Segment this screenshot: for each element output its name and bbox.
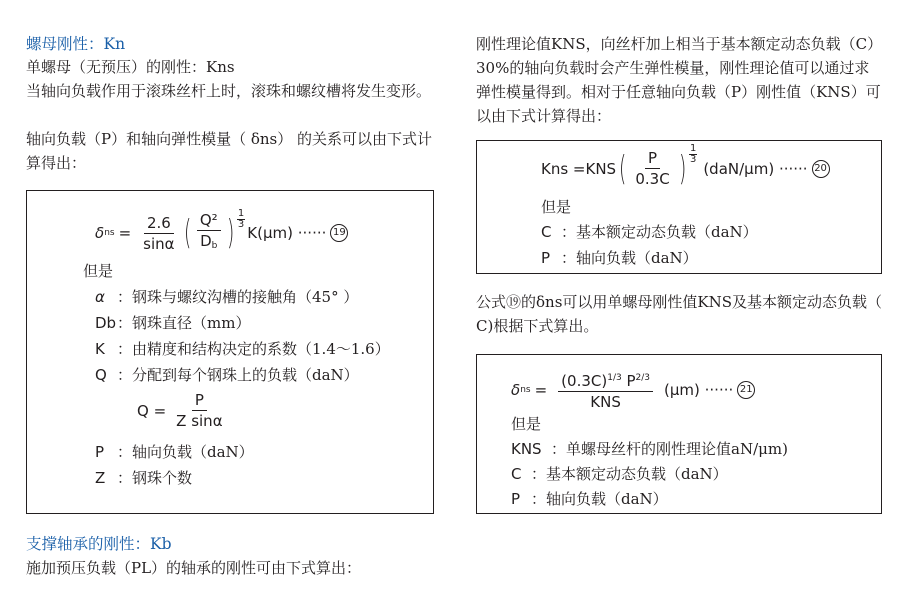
def-text: ：钢珠与螺纹沟槽的接触角（45° ） <box>117 288 359 306</box>
exponent-1-3 <box>689 144 697 165</box>
equation-21 <box>511 369 755 411</box>
frac-num: P <box>192 391 207 411</box>
def-symbol: C <box>511 465 522 483</box>
section-heading-bearing-rigidity: 支撑轴承的刚性：Kb <box>26 535 172 553</box>
formula-box-21 <box>476 354 882 514</box>
frac-den <box>197 231 220 255</box>
num-p: P <box>626 372 636 390</box>
def-text: ：由精度和结构决定的系数（1.4～1.6） <box>117 340 390 358</box>
def-text: ：钢珠直径（mm） <box>117 314 251 332</box>
def-symbol: P <box>511 490 521 508</box>
exp-den: 3 <box>689 154 697 165</box>
eq-sub: ns <box>104 228 115 238</box>
formula-box-20 <box>476 140 882 274</box>
equation-number-21: 21 <box>737 381 755 399</box>
paragraph-preload: 施加预压负载（PL）的轴承的刚性可由下式算出： <box>26 559 362 577</box>
def-text: ：基本额定动态负载（daN） <box>531 465 728 483</box>
def-text: ：钢珠个数 <box>117 469 193 487</box>
paragraph-deformation: 当轴向负载作用于滚珠丝杆上时，滚珠和螺纹槽将发生变形。 <box>26 82 432 100</box>
def-db <box>95 312 250 333</box>
def-text: ：单螺母丝杆的刚性理论值aN/μm) <box>551 440 788 458</box>
def-k <box>95 338 390 359</box>
num-base: (0.3C) <box>561 372 608 390</box>
frac-num: 2.6 <box>144 214 174 234</box>
equation-number-20: 20 <box>812 160 830 178</box>
fraction-q-db <box>197 211 221 255</box>
equation-q <box>137 391 229 430</box>
def-p <box>541 247 698 268</box>
db-d: D <box>200 232 212 250</box>
equation-20 <box>541 143 830 189</box>
def-symbol: P <box>541 249 551 267</box>
frac-den: sinα <box>143 234 175 253</box>
paren-open: ( <box>619 148 627 189</box>
paragraph-formula19-note: 公式⑲的δns可以用单螺母刚性值KNS及基本额定动态负载（ C)根据下式算出。 <box>476 293 882 335</box>
def-symbol: Q <box>95 366 107 384</box>
fraction-p-03c <box>632 149 672 188</box>
def-symbol: Db <box>95 314 117 332</box>
def-q <box>95 364 359 385</box>
exp-num: 1 <box>689 143 697 154</box>
exp-den: 3 <box>237 218 245 230</box>
def-symbol: P <box>95 443 105 461</box>
def-alpha <box>95 286 358 307</box>
equation-tail: (daN/μm) ······ <box>703 159 808 178</box>
equation-19 <box>95 207 348 255</box>
but-label: 但是 <box>541 198 572 216</box>
paren-open: ( <box>183 213 191 253</box>
equation-tail: (μm) ······ <box>664 381 734 399</box>
frac-den: 0.3C <box>635 170 670 188</box>
def-symbol: K <box>95 340 105 358</box>
paren-close: ) <box>226 213 234 253</box>
num-exp2: 2/3 <box>635 373 651 383</box>
def-c <box>511 463 728 484</box>
frac-num <box>558 369 653 392</box>
def-symbol: KNS <box>511 440 542 458</box>
exp-num: 1 <box>237 207 245 219</box>
equation-number-19: 19 <box>330 224 348 242</box>
paragraph-theoretical-rigidity: 刚性理论值KNS，向丝杆加上相当于基本额定动态负载（C） 30%的轴向负载时会产生弹性模量，刚性理论值可以通过求弹性模量得到。相对于任意轴向负载（P）刚性值（KNS）可以由下式计算得出： <box>476 35 883 125</box>
def-text: ：轴向负载（daN） <box>117 443 254 461</box>
but-label: 但是 <box>83 262 114 280</box>
exponent-1-3 <box>237 209 245 230</box>
def-symbol: α <box>95 288 105 306</box>
eq-lhs: Kns =KNS <box>541 159 617 178</box>
frac-den: Z sinα <box>176 412 223 430</box>
fraction-2-6 <box>140 214 177 253</box>
paragraph-single-nut: 单螺母（无预压）的刚性：Kns <box>26 58 235 76</box>
eq-sign: = <box>118 224 132 242</box>
section-heading-nut-rigidity: 螺母刚性：Kn <box>26 35 126 53</box>
formula-box-19 <box>26 190 434 514</box>
db-sub: b <box>211 241 218 251</box>
fraction-p-zsin <box>173 391 225 430</box>
num-exp1: 1/3 <box>607 373 622 383</box>
delta-symbol: δ <box>511 381 521 399</box>
def-text: ：轴向负载（daN） <box>531 490 668 508</box>
frac-num: P <box>645 149 660 169</box>
def-p <box>511 488 668 509</box>
q-eq-lhs: Q = <box>137 401 167 420</box>
frac-den: KNS <box>590 393 621 411</box>
delta-symbol: δ <box>95 224 105 242</box>
def-text: ：分配到每个钢珠上的负载（daN） <box>117 366 359 384</box>
def-text: ：基本额定动态负载（daN） <box>561 223 758 241</box>
def-c <box>541 221 758 242</box>
def-z <box>95 467 192 488</box>
eq-sub: ns <box>520 385 531 395</box>
def-text: ：轴向负载（daN） <box>561 249 698 267</box>
def-p <box>95 441 254 462</box>
def-symbol: Z <box>95 469 106 487</box>
eq-sign: = <box>534 381 548 399</box>
paren-close: ) <box>678 148 686 189</box>
paragraph-axial-load: 轴向负载（P）和轴向弹性模量（ δns） 的关系可以由下式计算得出： <box>26 130 433 172</box>
def-kns <box>511 438 788 459</box>
but-label: 但是 <box>511 415 542 433</box>
fraction-03c-kns <box>558 369 653 411</box>
frac-num: Q² <box>197 211 221 231</box>
def-symbol: C <box>541 223 552 241</box>
equation-tail: K(μm) ······ <box>247 224 327 242</box>
